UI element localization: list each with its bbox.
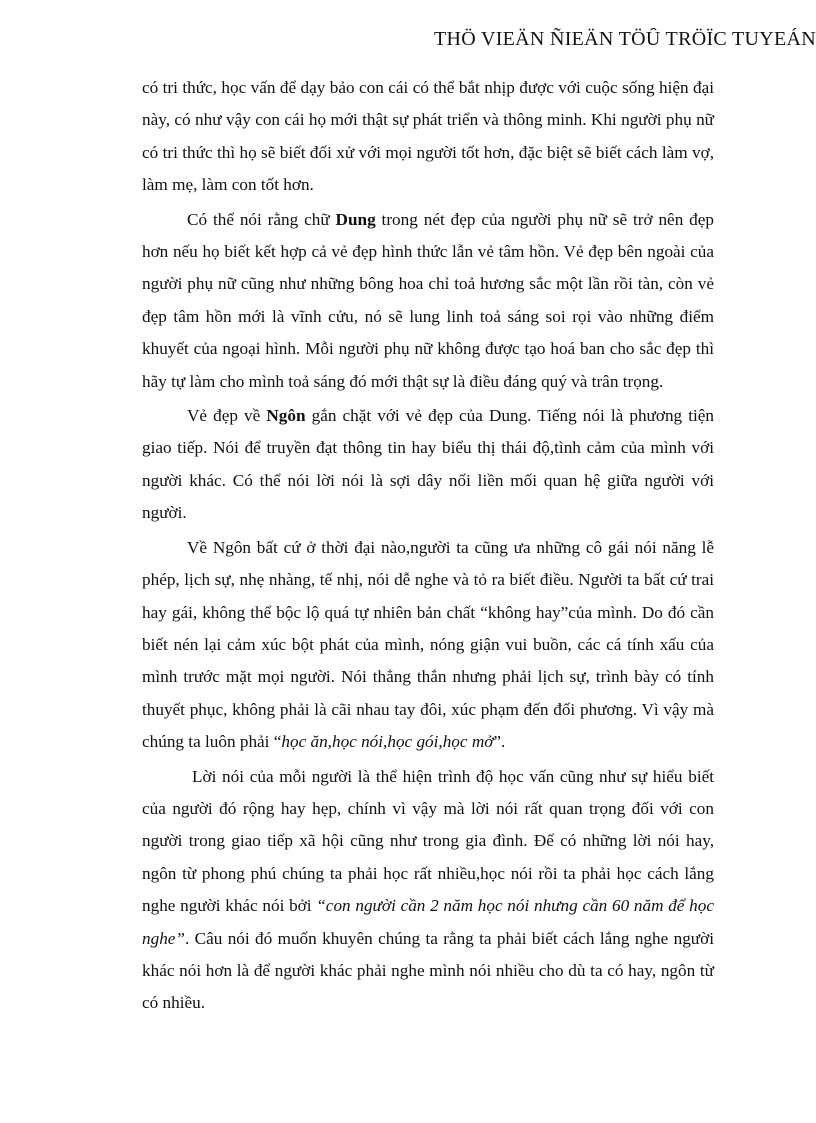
header-title: THÖ VIEÄN ÑIEÄN TÖÛ TRÖÏC TUYEÁN xyxy=(434,28,816,50)
paragraph-2-text-end: trong nét đẹp của người phụ nữ sẽ trở nên đẹp hơn nếu họ biết kết hợp cả vẻ đẹp hình thức lẫn vẻ tâm hồn. Vẻ đẹp bên ngoài của người phụ nữ cũng như những bông hoa chỉ toả hương sắc một lần rồi tàn, còn vẻ đẹp tâm hồn mới là vĩnh cửu, nó sẽ lung linh toả sáng soi rọi vào những điểm khuyết của ngoại hình. Mỗi người phụ nữ không được tạo hoá ban cho sắc đẹp thì hãy tự làm cho mình toả sáng đó mới thật sự là điều đáng quý và trân trọng. xyxy=(142,209,714,391)
paragraph-1 xyxy=(142,72,714,202)
paragraph-5 xyxy=(142,761,714,1020)
paragraph-5-text-start: Lời nói của mỗi người là thể hiện trình độ học vấn cũng như sự hiểu biết của người đó rộng hay hẹp, chính vì vậy mà lời nói rất quan trọng đối với con người trong giao tiếp xã hội cũng như trong gia đình. Để có những lời nói hay, ngôn từ phong phú chúng ta phải học rất nhiều,học nói rồi ta phải học cách lắng nghe người khác nói bởi xyxy=(142,766,714,916)
paragraph-4-text-start: Về Ngôn bất cứ ở thời đại nào,người ta cũng ưa những cô gái nói năng lễ phép, lịch sự, nhẹ nhàng, tế nhị, nói dễ nghe và tỏ ra biết điều. Người ta bất cứ trai hay gái, không thể bộc lộ quá tự nhiên bản chất “không hay”của mình. Do đó cần biết nén lại cảm xúc bột phát của mình, nóng giận vui buồn, các cá tính xấu của mình trước mặt mọi người. Nói thẳng thắn nhưng phải lịch sự, trình bày có tính thuyết phục, không phải là cãi nhau tay đôi, xúc phạm đến đối phương. Vì vậy mà chúng ta luôn phải “ xyxy=(142,537,714,752)
paragraph-4-text-end: ”. xyxy=(493,732,506,752)
proverb-quote: học ăn,học nói,học gói,học mở xyxy=(281,732,494,752)
paragraph-3-text-end: gắn chặt với vẻ đẹp của Dung. Tiếng nói là phương tiện giao tiếp. Nói để truyền đạt thông tin hay biểu thị thái độ,tình cảm của mình với người khác. Có thể nói lời nói là sợi dây nối liền mối quan hệ giữa người với người. xyxy=(142,406,714,523)
term-dung: Dung xyxy=(335,209,376,229)
term-ngon: Ngôn xyxy=(266,406,306,426)
page-header xyxy=(396,28,816,51)
paragraph-1-text: có tri thức, học vấn để dạy bảo con cái có thể bắt nhịp được với cuộc sống hiện đại này, có như vậy con cái họ mới thật sự phát triển và thông minh. Khi người phụ nữ có tri thức thì họ sẽ biết đối xử với mọi người tốt hơn, đặc biệt sẽ biết cách làm vợ, làm mẹ, làm con tốt hơn. xyxy=(142,78,714,195)
saying-quote: “con người cần 2 năm học nói nhưng cần 60 năm để học nghe” xyxy=(142,896,714,948)
paragraph-3 xyxy=(142,400,714,530)
paragraph-5-text-end: . Câu nói đó muốn khuyên chúng ta rằng ta phải biết cách lắng nghe người khác nói hơn là để người khác phải nghe mình nói nhiều cho dù ta có hay, ngôn từ có nhiều. xyxy=(142,928,714,1013)
paragraph-3-text-start: Vẻ đẹp về xyxy=(187,406,267,426)
paragraph-2-text-start: Có thể nói rằng chữ xyxy=(187,209,336,229)
paragraph-4 xyxy=(142,532,714,759)
document-body xyxy=(142,72,714,1022)
paragraph-2 xyxy=(142,204,714,398)
